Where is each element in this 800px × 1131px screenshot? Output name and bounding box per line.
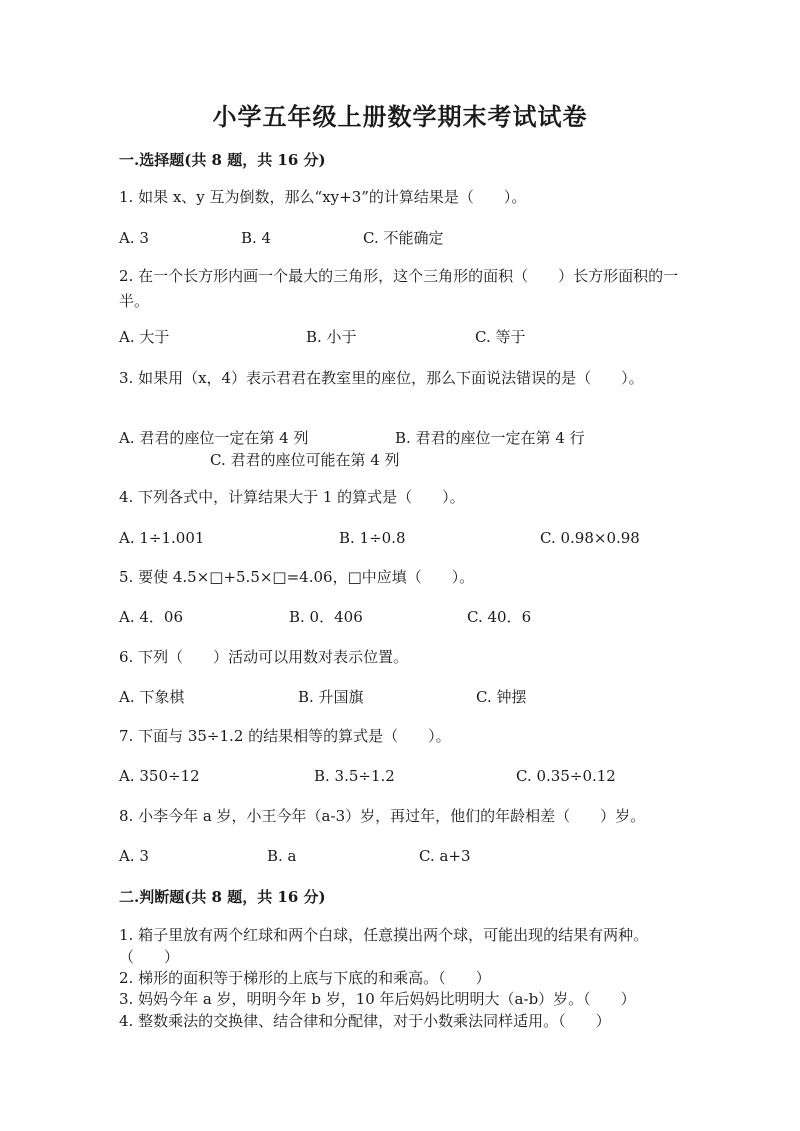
question-5: 5. 要使 4.5×□+5.5×□=4.06，□中应填（ ）。	[119, 568, 475, 586]
q4-option-a: A. 1÷1.001	[119, 529, 205, 547]
q8-option-b: B. a	[267, 847, 297, 865]
q8-option-c: C. a+3	[419, 847, 471, 865]
judgement-4: 4. 整数乘法的交换律、结合律和分配律，对于小数乘法同样适用。（ ）	[119, 1012, 611, 1030]
judgement-1: 1. 箱子里放有两个红球和两个白球，任意摸出两个球，可能出现的结果有两种。（ ）	[119, 926, 649, 966]
section-heading-choice: 一.选择题(共 8 题，共 16 分)	[119, 151, 326, 169]
q3-option-a: A. 君君的座位一定在第 4 列	[119, 429, 309, 447]
q5-option-a: A. 4．06	[119, 608, 183, 626]
q2-option-c: C. 等于	[475, 328, 526, 346]
q2-option-a: A. 大于	[119, 328, 170, 346]
q4-option-c: C. 0.98×0.98	[540, 529, 640, 547]
q3-option-b: B. 君君的座位一定在第 4 行	[395, 429, 585, 447]
q7-option-a: A. 350÷12	[119, 767, 200, 785]
question-8: 8. 小李今年 a 岁，小王今年（a-3）岁，再过年，他们的年龄相差（ ）岁。	[119, 807, 646, 825]
question-1: 1. 如果 x、y 互为倒数，那么“xy+3”的计算结果是（ ）。	[119, 188, 527, 206]
q6-option-a: A. 下象棋	[119, 688, 185, 706]
q6-option-c: C. 钟摆	[476, 688, 527, 706]
q2-option-b: B. 小于	[306, 328, 357, 346]
q3-option-c: C. 君君的座位可能在第 4 列	[210, 451, 400, 469]
q8-option-a: A. 3	[119, 847, 149, 865]
q7-option-c: C. 0.35÷0.12	[516, 767, 616, 785]
question-7: 7. 下面与 35÷1.2 的结果相等的算式是（ ）。	[119, 727, 451, 745]
q1-option-a: A. 3	[119, 229, 149, 247]
q1-option-c: C. 不能确定	[363, 229, 444, 247]
q6-option-b: B. 升国旗	[298, 688, 364, 706]
question-2: 2. 在一个长方形内画一个最大的三角形，这个三角形的面积（ ）长方形面积的一半。	[119, 267, 679, 310]
judgement-2: 2. 梯形的面积等于梯形的上底与下底的和乘高。（ ）	[119, 969, 491, 987]
q5-option-b: B. 0．406	[289, 608, 363, 626]
q4-option-b: B. 1÷0.8	[339, 529, 406, 547]
q5-option-c: C. 40．6	[467, 608, 532, 626]
question-3: 3. 如果用（x，4）表示君君在教室里的座位，那么下面说法错误的是（ ）。	[119, 369, 644, 387]
q1-option-b: B. 4	[241, 229, 272, 247]
q7-option-b: B. 3.5÷1.2	[314, 767, 395, 785]
section-heading-judgement: 二.判断题(共 8 题，共 16 分)	[119, 888, 326, 906]
judgement-3: 3. 妈妈今年 a 岁，明明今年 b 岁，10 年后妈妈比明明大（a-b）岁。（ ）	[119, 990, 636, 1008]
page-title: 小学五年级上册数学期末考试试卷	[212, 102, 588, 131]
question-4: 4. 下列各式中，计算结果大于 1 的算式是（ ）。	[119, 488, 465, 506]
question-6: 6. 下列（ ）活动可以用数对表示位置。	[119, 648, 409, 666]
